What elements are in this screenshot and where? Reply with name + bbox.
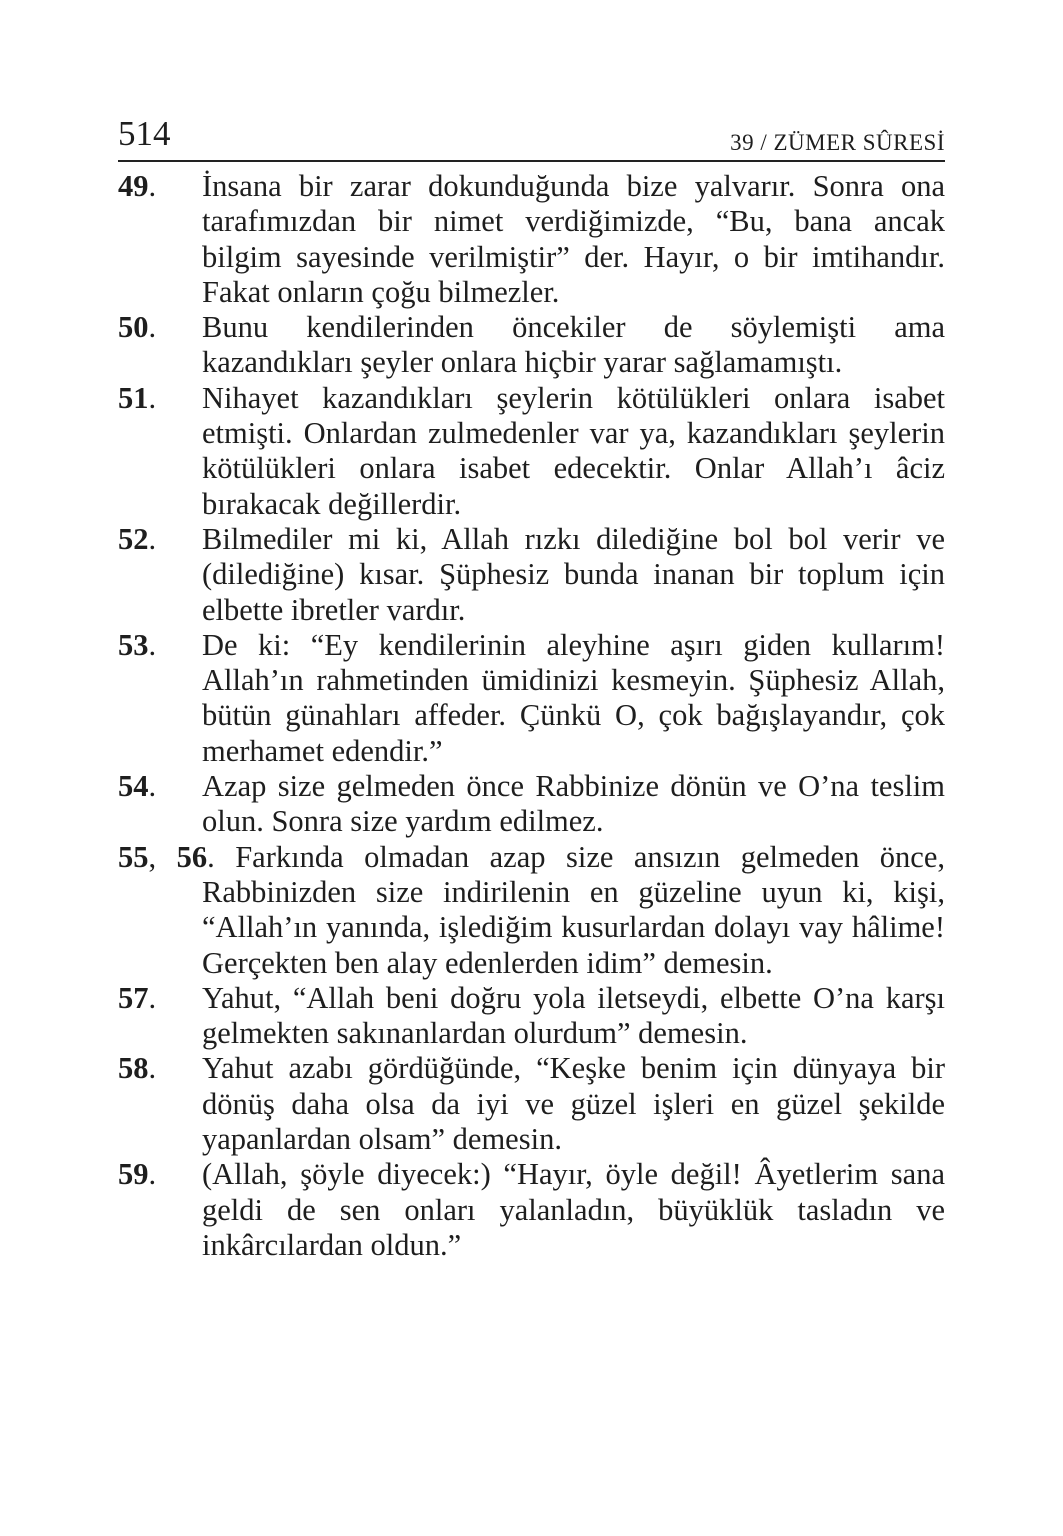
verse-49 [118, 169, 945, 310]
verse-text: Yahut, “Allah beni doğru yola iletseydi, elbette O’na karşı gelmekten sakınanlardan olurdum” demesin. [202, 980, 945, 1051]
verse-text: İnsana bir zarar dokunduğunda bize yalvarır. Sonra ona tarafımızdan bir nimet verdiğimizde, “Bu, bana ancak bilgim sayesinde verilmiştir” der. Hayır, o bir imtihandır. Fakat onların çoğu bilmezler. [202, 169, 945, 309]
verse-58 [118, 1051, 945, 1157]
verse-text: Farkında olmadan azap size ansızın gelmeden önce, Rabbinizden size indirilenin en güzeline uyun ki, kişi, “Allah’ın yanında, işlediğim kusurlardan dolayı vay hâlime! Gerçekten ben alay edenlerden idim” demesin. [202, 839, 945, 980]
verse-51 [118, 381, 945, 522]
verse-number: 59. [118, 1157, 157, 1192]
page-number: 514 [118, 114, 171, 153]
verse-59 [118, 1157, 945, 1263]
verse-50 [118, 310, 945, 381]
verse-number: 55, 56. [118, 839, 215, 874]
verse-text: Azap size gelmeden önce Rabbinize dönün ve O’na teslim olun. Sonra size yardım edilmez. [202, 769, 945, 839]
verse-text: Yahut azabı gördüğünde, “Keşke benim için dünyaya bir dönüş daha olsa da iyi ve güzel işleri en güzel şekilde yapanlardan olsam” demesin. [202, 1051, 945, 1157]
verse-number: 52. [118, 521, 157, 556]
verse-text: (Allah, şöyle diyecek:) “Hayır, öyle değil! Âyetlerim sana geldi de sen onları yalanladın, büyüklük tasladın ve inkârcılardan oldun.” [202, 1157, 945, 1262]
verse-text: Bunu kendilerinden öncekiler de söylemişti ama kazandıkları şeyler onlara hiçbir yarar sağlamamıştı. [202, 310, 945, 380]
verse-text: Nihayet kazandıkları şeylerin kötülükleri onlara isabet etmişti. Onlardan zulmedenler var ya, kazandıkları şeylerin kötülükleri onlara isabet edecektir. Onlar Allah’ı âciz bırakacak değillerdir. [202, 380, 945, 521]
verse-number: 53. [118, 627, 157, 662]
verse-text: De ki: “Ey kendilerinin aleyhine aşırı giden kullarım! Allah’ın rahmetinden ümidinizi kesmeyin. Şüphesiz Allah, bütün günahları affeder. Çünkü O, çok bağışlayandır, çok merhamet edendir.” [202, 627, 945, 768]
verse-number: 57. [118, 980, 157, 1015]
verse-text: Bilmediler mi ki, Allah rızkı dilediğine bol bol verir ve (dilediğine) kısar. Şüphesiz bunda inanan bir toplum için elbette ibretler vardır. [202, 521, 945, 627]
verse-57 [118, 981, 945, 1052]
verse-list [118, 169, 945, 1263]
verse-number: 50. [118, 310, 157, 345]
verse-53 [118, 628, 945, 769]
running-title: 39 / ZÜMER SÛRESİ [730, 130, 945, 155]
verse-number: 54. [118, 769, 157, 804]
verse-55-56 [118, 840, 945, 981]
verse-54 [118, 769, 945, 840]
page-header [118, 112, 945, 162]
verse-52 [118, 522, 945, 628]
verse-number: 58. [118, 1051, 157, 1086]
verse-number: 49. [118, 169, 157, 203]
verse-number: 51. [118, 380, 157, 415]
